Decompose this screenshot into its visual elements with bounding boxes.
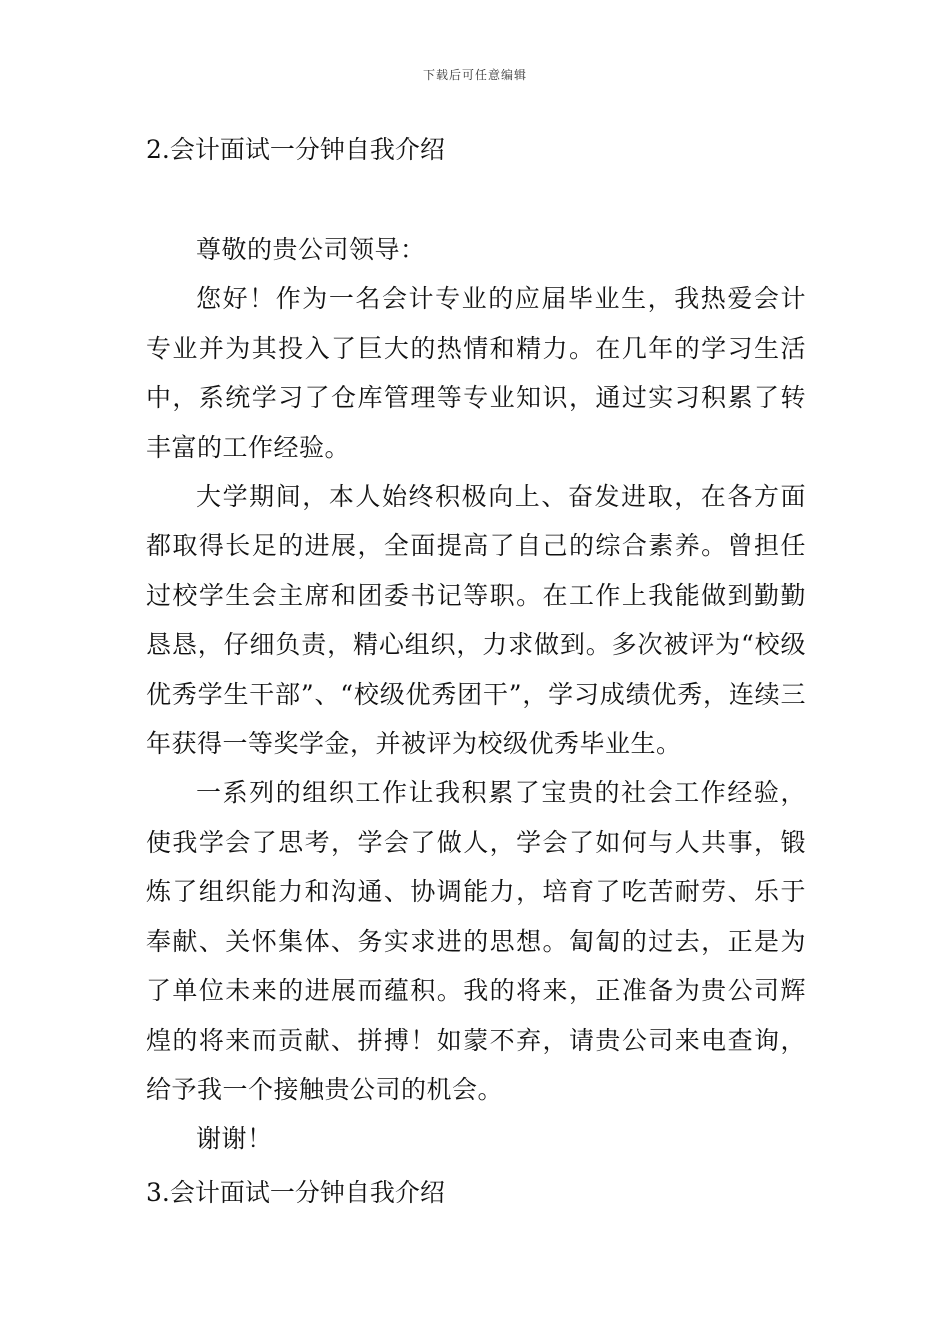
paragraph: 一系列的组织工作让我积累了宝贵的社会工作经验，使我学会了思考，学会了做人，学会了如何与人共事，锻炼了组织能力和沟通、协调能力，培育了吃苦耐劳、乐于奉献、关怀集体、务实求进的思想。匐匐的过去，正是为了单位未来的进展而蕴积。我的将来，正准备为贵公司辉煌的将来而贡献、拼搏！如蒙不弃，请贵公司来电查询，给予我一个接触贵公司的机会。 [146,778,806,1104]
salutation: 尊敬的贵公司领导： [196,235,426,264]
paragraph: 您好！作为一名会计专业的应届毕业生，我热爱会计专业并为其投入了巨大的热情和精力。在几年的学习生活中，系统学习了仓库管理等专业知识，通过实习积累了转丰富的工作经验。 [146,284,806,462]
page-header-note: 下载后可任意编辑 [422,68,527,82]
next-section-title: 3.会计面试一分钟自我介绍 [146,1178,445,1207]
section-title: 2.会计面试一分钟自我介绍 [146,135,445,164]
closing: 谢谢！ [196,1124,273,1154]
letter-body [146,225,806,1164]
paragraph: 大学期间，本人始终积极向上、奋发进取，在各方面都取得长足的进展，全面提高了自己的综合素养。曾担任过校学生会主席和团委书记等职。在工作上我能做到勤勤恳恳，仔细负责，精心组织，力求做到。多次被评为“校级优秀学生干部”、“校级优秀团干”，学习成绩优秀，连续三年获得一等奖学金，并被评为校级优秀毕业生。 [146,482,806,759]
